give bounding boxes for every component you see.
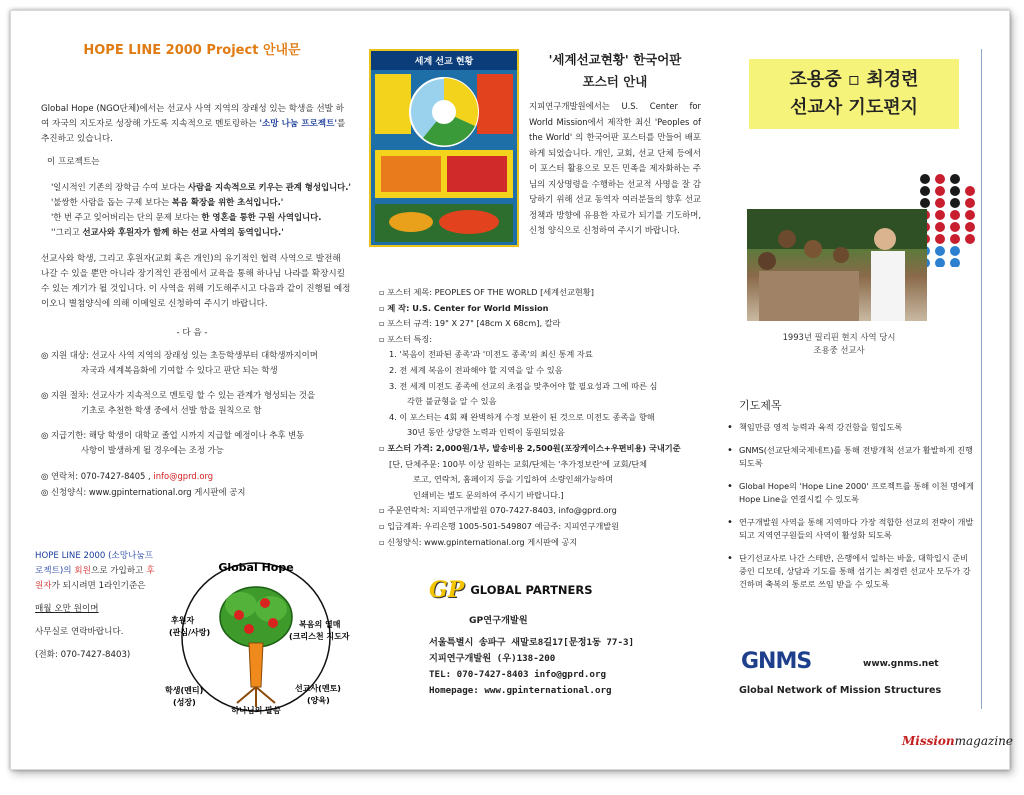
decorative-dot — [950, 258, 960, 267]
tree-title: Global Hope — [218, 561, 294, 574]
project-name-link: '소망 나눔 프로젝트' — [259, 119, 338, 129]
decorative-dot — [935, 198, 945, 208]
tree-label-sponsor: 후원자 — [171, 616, 195, 625]
tree-roots — [237, 687, 275, 707]
office-contact: 사무실로 연락바랍니다. — [35, 627, 124, 637]
poster-detail-item: ▫ 포스터 규격: 19" X 27" [48cm X 68cm], 칼라 — [379, 318, 561, 329]
quote-bold: 선교사와 후원자가 함께 하는 선교 사역의 동역입니다.' — [82, 227, 284, 237]
decorative-dot — [950, 246, 960, 256]
caption-line: 1993년 필리핀 현지 사역 당시 — [782, 332, 896, 342]
contact-label: ◎ 연락처: 070-7427-8405 , — [41, 471, 154, 481]
tree-label-word: 하나님의 말씀 — [231, 706, 281, 715]
quote-item — [51, 195, 351, 210]
poster-block — [375, 74, 411, 134]
decorative-dot — [935, 222, 945, 232]
poster-details — [379, 285, 701, 550]
watermark-mission: Mission — [902, 734, 955, 748]
gp-org-name: GP연구개발원 — [469, 615, 528, 626]
order-contact: ▫ 주문연락처: 지피연구개발원 070-7427-8403, info@gprd.org — [379, 505, 617, 516]
poster-panel — [369, 29, 701, 719]
gp-logo-text: GLOBAL PARTNERS — [470, 583, 593, 597]
support-item-line: ◎ 지급기한: 해당 학생이 대학교 졸업 시까지 지급할 예정이나 추후 변동 — [41, 430, 305, 440]
decorative-dot — [950, 186, 960, 196]
fruit-icon — [260, 598, 270, 608]
global-partners-logo — [429, 577, 593, 603]
poster-block — [447, 156, 507, 192]
support-item-line: ◎ 지원 대상: 선교사 사역 지역의 장래성 있는 초등학생부터 대학생까지이며 — [41, 350, 318, 360]
poster-detail-item: ▫ 제 작: U.S. Center for World Mission — [379, 302, 549, 313]
tree-label-student-sub: (성장) — [173, 698, 196, 707]
feature-item: 3. 전 세계 미전도 종족에 선교의 초점을 맞추어야 할 필요성과 그에 따른 심 — [389, 380, 658, 391]
apply-line: ◎ 신청양식: www.gpinternational.org 게시판에 공지 — [41, 487, 246, 497]
vertical-rule — [981, 49, 982, 709]
fruit-icon — [234, 610, 244, 620]
quote-bold: 사람을 지속적으로 키우는 관계 형성입니다.' — [187, 182, 352, 192]
child-head — [833, 247, 849, 263]
poster-title — [529, 49, 701, 93]
decorative-dot — [935, 246, 945, 256]
mission-magazine-watermark — [902, 734, 1013, 748]
tree-leaf — [255, 596, 287, 622]
gnms-logo: GNMS — [741, 649, 812, 674]
poster-block — [381, 156, 441, 192]
membership-text-b: 으로 가입하고 — [90, 566, 147, 576]
photo-caption — [749, 331, 929, 357]
divider-label: - 다 음 - — [176, 328, 208, 338]
poster-detail-item: ▫ 포스터 특징: — [379, 333, 433, 344]
membership-text-a: HOPE LINE 2000 (소망나눔프로젝트)의 — [35, 551, 153, 576]
collaboration-paragraph: 선교사와 학생, 그리고 후원자(교회 혹은 개인)의 유기적인 협력 사역으로 발전해 나갈 수 있을 뿐만 아니라 장기적인 관점에서 교육을 통해 하나님 나라를 확장시킬 수 있는 계기가 될 것입니다. 이 사역을 위해 기도해주시고 다음과 같이 진행될 예정이오니 별첨양식에 의해 이메일로 신청하여 주시기 바랍니다. — [41, 254, 351, 309]
gp-tel-line: TEL: 070-7427-8403 info@gprd.org — [429, 669, 607, 680]
decorative-dot — [950, 234, 960, 244]
gp-logo-mark: GP — [429, 577, 465, 603]
global-hope-tree-diagram — [161, 557, 351, 715]
gp-address-line: 서울특별시 송파구 새말로8길17[문정1동 77-3] — [429, 637, 635, 648]
poster-map-land — [439, 210, 499, 234]
intro-text-b: 를 추진하고 있습니다. — [41, 119, 346, 144]
gnms-url-link[interactable]: www.gnms.net — [863, 659, 939, 669]
quote-text: '한 번 주고 잊어버리는 단의 문제 보다는 — [51, 212, 202, 222]
decorative-dot — [950, 222, 960, 232]
decorative-dot — [935, 186, 945, 196]
decorative-dot — [965, 234, 975, 244]
poster-intro: 지피연구개발원에서는 U.S. Center for World Mission에서 제작한 최신 'Peoples of the World' 의 한국어판 포스터를 만들어 배포하게 되었습니다. 개인, 교회, 선교 단체 등에서 이 포스터 활용으로 모든 민족을 제자화하는 주님의 지상명령을 수행하는 선교적 사명을 잘 감당하기 위해 선교 동역자 여러분들의 향후 선교 정책과 방향에 유용한 자료가 되기를 기도하며, 신청 양식으로 신청하여 주시기 바랍니다. — [529, 101, 701, 235]
poster-price: ▫ 포스터 가격: 2,000원/1부, 발송비용 2,500원(포장케이스+우편비용) 국내기준 — [379, 442, 681, 453]
decorative-dot — [935, 258, 945, 267]
contact-line — [41, 468, 351, 484]
watermark-magazine: magazine — [954, 734, 1013, 748]
member-word: 회원 — [74, 566, 91, 576]
prayer-item: • Global Hope의 'Hope Line 2000' 프로젝트를 통해 이천 명에게 Hope Line을 연결시킬 수 있도록 — [725, 480, 975, 506]
quote-list — [33, 180, 351, 240]
poster-center — [432, 100, 456, 124]
prayer-item: • 책임만큼 영적 능력과 육적 강건함을 힘입도록 — [725, 421, 975, 434]
photo-foliage — [747, 209, 927, 249]
gp-address-block — [429, 613, 699, 699]
fruit-icon — [268, 618, 278, 628]
panel1-title: HOPE LINE 2000 Project 안내문 — [83, 43, 301, 58]
contact-block — [33, 468, 351, 500]
monthly-amount: 매월 오만 원이며 — [35, 604, 99, 614]
feature-item: 2. 전 세계 복음이 전파해야 할 지역을 알 수 있음 — [389, 364, 563, 375]
support-item — [41, 348, 351, 378]
decorative-dot — [935, 234, 945, 244]
apply-form-note: ▫ 신청양식: www.gpinternational.org 게시판에 공지 — [379, 536, 578, 547]
support-item-cont: 기초로 추천한 학생 중에서 선발 함을 원칙으로 함 — [81, 405, 262, 415]
decorative-dot — [965, 222, 975, 232]
bulk-order-note-cont: 인쇄비는 별도 문의하여 주시기 바랍니다.] — [413, 489, 564, 500]
decorative-dot — [965, 186, 975, 196]
quote-item — [51, 180, 351, 195]
support-list — [33, 348, 351, 458]
poster-title-line2: 포스터 안내 — [582, 74, 648, 89]
decorative-dot — [920, 186, 930, 196]
caption-line: 조용중 선교사 — [813, 345, 865, 355]
intro-paragraph — [33, 102, 351, 147]
prayer-item: • 연구개발원 사역을 통해 지역마다 가장 적합한 선교의 전략이 개발되고 지역연구원들의 사역이 활성화 되도록 — [725, 516, 975, 542]
prayer-letter-panel — [719, 29, 987, 719]
prayer-letter-title — [749, 59, 959, 129]
decorative-dot — [950, 174, 960, 184]
contact-email-link[interactable]: info@gprd.org — [153, 471, 214, 481]
prayer-list — [725, 421, 975, 601]
decorative-dot — [950, 198, 960, 208]
gp-homepage-line[interactable]: Homepage: www.gpinternational.org — [429, 685, 612, 696]
missionary-head — [874, 228, 896, 250]
support-item-cont: 자국과 세계복음화에 기여할 수 있다고 판단 되는 학생 — [81, 365, 278, 375]
poster-label: 세계 선교 현황 — [371, 51, 517, 70]
tree-label-missionary: 선교사(멘토) — [295, 684, 341, 693]
missionary-names: 조용중 ▫ 최경련 — [789, 69, 919, 90]
quote-item — [51, 210, 351, 225]
decorative-dot — [935, 174, 945, 184]
tree-label-fruit: 복음의 열매 — [299, 620, 341, 629]
quote-text: '일시적인 기존의 장학금 수여 보다는 — [51, 182, 188, 192]
tree-label-sponsor-sub: (관심/사랑) — [169, 628, 211, 637]
child-head — [778, 230, 796, 248]
tree-label-student: 학생(멘티) — [165, 686, 204, 695]
gnms-full-name: Global Network of Mission Structures — [739, 685, 942, 696]
quote-text: ''그리고 — [51, 227, 83, 237]
bank-account: ▫ 입금계좌: 우리은행 1005-501-549807 예금주: 지피연구개발원 — [379, 520, 620, 531]
prayer-item: • 단기선교사로 나간 스테반, 은행에서 일하는 바울, 대학입시 준비 중인 디모데, 상담과 기도를 통해 섬기는 최경련 선교사 모두가 강건하며 축복의 통로로 쓰임 받을 수 있도록 — [725, 552, 975, 591]
feature-item: 4. 이 포스터는 4회 째 완벽하게 수정 보완이 된 것으로 미전도 종족을 향해 — [389, 411, 655, 422]
prayer-heading: 기도제목 — [739, 399, 782, 412]
quote-text: '불쌍한 사람을 돕는 구제 보다는 — [51, 197, 172, 207]
decorative-dot — [920, 174, 930, 184]
decorative-dot — [935, 210, 945, 220]
quote-item — [51, 225, 351, 240]
membership-box — [35, 549, 155, 663]
dot-grid — [920, 174, 975, 267]
brochure-sheet — [10, 10, 1010, 770]
hope-line-panel — [33, 29, 351, 719]
feature-item: 1. '복음이 전파된 종족'과 '미전도 종족'의 최신 통계 자료 — [389, 349, 593, 360]
world-mission-poster-image — [369, 49, 519, 247]
decorative-dot — [965, 210, 975, 220]
tree-label-missionary-sub: (양육) — [307, 696, 330, 705]
feature-item-cont: 각한 불균형을 알 수 있음 — [407, 396, 497, 407]
bulk-order-note-cont: 로고, 연락처, 홈페이지 등을 기입하여 소량인쇄가능하며 — [413, 474, 614, 485]
poster-block — [477, 74, 513, 134]
child-head — [804, 240, 822, 258]
mission-photo — [747, 209, 927, 321]
support-item-line: ◎ 지원 절차: 선교사가 지속적으로 멘토링 할 수 있는 관계가 형성되는 것을 — [41, 390, 316, 400]
child-head — [758, 252, 776, 270]
decorative-dot — [920, 198, 930, 208]
feature-item-cont: 30년 동안 상당한 노력과 인력이 동원되었음 — [407, 427, 565, 438]
missionary-shirt — [871, 251, 905, 321]
poster-map-land — [389, 212, 433, 232]
tree-label-fruit-sub: (크리스천 지도자 — [289, 632, 350, 641]
mission-photo-graphic — [747, 209, 927, 321]
fruit-icon — [244, 624, 254, 634]
membership-text — [35, 549, 155, 594]
sponsor-word: 후원자 — [35, 566, 155, 591]
quote-bold: 복음 확장을 위한 초석입니다.' — [171, 197, 284, 207]
poster-graphic — [371, 70, 517, 246]
support-item — [41, 428, 351, 458]
gp-address-line: 지피연구개발원 (우)138-200 — [429, 653, 556, 664]
support-item — [41, 388, 351, 418]
membership-text-c: 가 되시려면 1라인기준은 — [51, 581, 146, 591]
quote-bold: 한 영혼을 통한 구원 사역입니다. — [201, 212, 322, 222]
support-item-cont: 사항이 발생하게 될 경우에는 조정 가능 — [81, 445, 224, 455]
project-is-label: 이 프로젝트는 — [47, 157, 100, 167]
decorative-dot — [950, 210, 960, 220]
children-group — [759, 271, 859, 321]
tree-trunk — [249, 643, 263, 687]
bulk-order-note: [단, 단체주문: 100부 이상 원하는 교회/단체는 '추가정보란'에 교회/단체 — [389, 458, 648, 469]
phone-number: (전화: 070-7427-8403) — [35, 650, 131, 660]
poster-detail-item: ▫ 포스터 제목: PEOPLES OF THE WORLD [세계선교현황] — [379, 287, 594, 297]
prayer-letter-label: 선교사 기도편지 — [790, 97, 918, 118]
poster-title-line1: '세계선교현황' 한국어판 — [548, 52, 682, 67]
intro-text-a: Global Hope (NGO단체)에서는 선교사 사역 지역의 장래성 있는 학생을 선발 하여 자국의 지도자로 성장해 가도록 지속적으로 멘토링하는 — [41, 104, 344, 129]
decorative-dot — [965, 198, 975, 208]
prayer-item: • GNMS(선교단체국제네트)를 통해 전방개척 선교가 활발하게 진행 되도록 — [725, 444, 975, 470]
